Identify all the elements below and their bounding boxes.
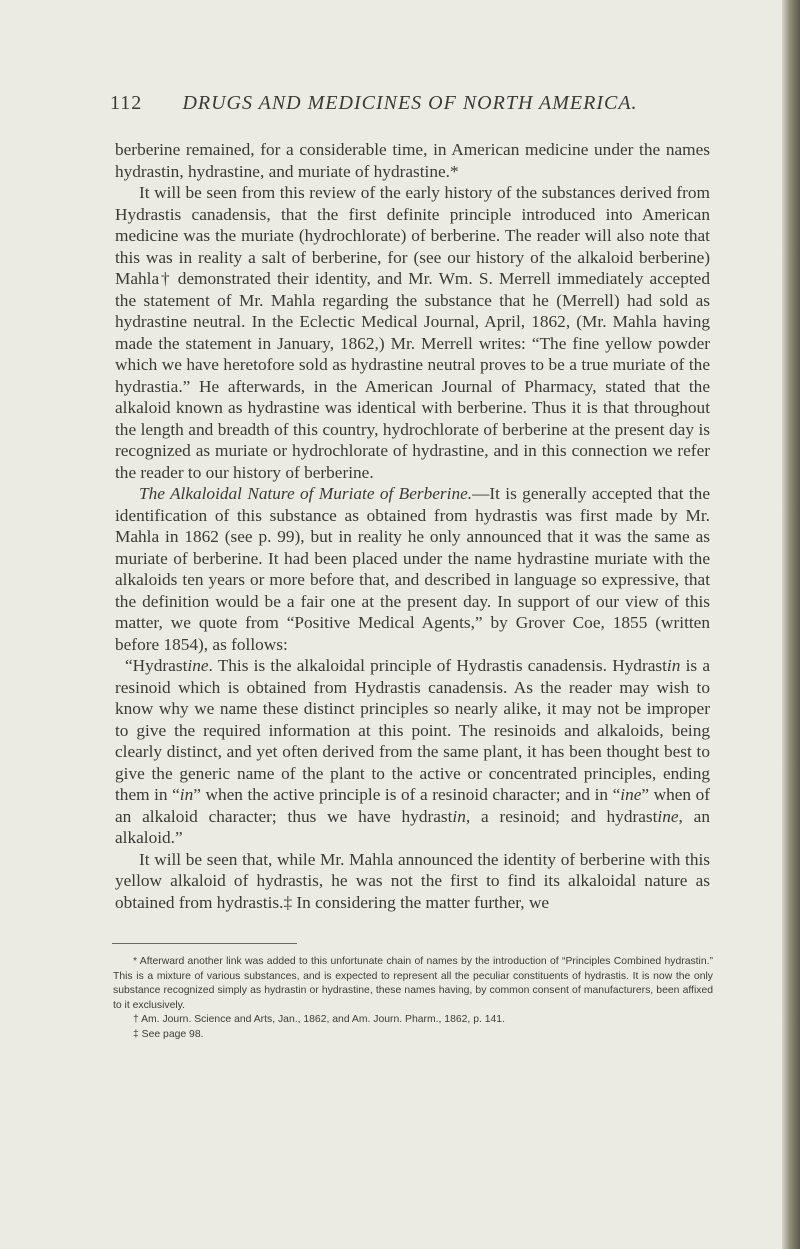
footnote-1: * Afterward another link was added to this unfortunate chain of names by the introduction of “Principles Combined hydrastin.” This is a mixture of various substances, and is expected to represent all the peculiar constituents of hydrastis. It is now the only substance recognized simply as hydrastin or hydrastine, these names having, by common consent of manufacturers, been affixed to it exclusively. [113, 956, 713, 1011]
section-text: —It is generally accepted that the identification of this substance as obtained from hydrastis was first made by Mr. Mahla in 1862 (see p. 99), but in reality he only announced that it was the same as muriate of berberine. It had been placed under the name hydrastine muriate with the alkaloids ten years or more before that, and described in language so expressive, that the definition would be a fair one at the present day. In support of our view of this matter, we quote from “Positive Medical Agents,” by Grover Coe, 1855 (written before 1854), as follows: [115, 484, 710, 654]
paragraph-conclusion: It will be seen that, while Mr. Mahla announced the identity of berberine with this yellow alkaloid of hydrastis, he was not the first to find its alkaloidal nature as obtained from hydrastis.‡ In considering the matter further, we [115, 849, 710, 912]
footnote-3: ‡ See page 98. [133, 1028, 204, 1040]
quote-text: ” when the active principle is of a resinoid character; and in “ [193, 785, 621, 804]
running-head: DRUGS AND MEDICINES OF NORTH AMERICA. [182, 92, 638, 114]
quote-text: “Hydrast [125, 656, 188, 675]
page-header [110, 92, 710, 122]
quote-text: . This is the alkaloidal principle of Hydrastis canadensis. Hydrast [208, 656, 667, 675]
section-heading: The Alkaloidal Nature of Muriate of Berberine. [139, 484, 473, 503]
footnote-rule [112, 943, 297, 944]
footnotes [113, 955, 713, 1043]
quote-emphasis: ine [187, 656, 209, 675]
quote-text: is a resinoid which is obtained from Hydrastis canadensis. As the reader may wish to know why we name these distinct principles so nearly alike, it may not be improper to give the required information at this point. The resinoids and alkaloids, being clearly distinct, and yet often derived from the same plant, it has been thought best to give the generic name of the plant to the active or concentrated principles, ending them in “ [115, 656, 710, 804]
quote-emphasis: in [179, 785, 194, 804]
body-text [115, 139, 710, 913]
paragraph-history-review: It will be seen from this review of the early history of the substances derived from Hydrastis canadensis, that the first definite principle introduced into American medicine was the muriate (hydrochlorate) of berberine. The reader will also note that this was in reality a salt of berberine, for (see our history of the alkaloid berberine) Mahla† demonstrated their identity, and Mr. Wm. S. Merrell immediately accepted the statement of Mr. Mahla regarding the substance that he (Merrell) had sold as hydrastine neutral. In the Eclectic Medical Journal, April, 1862, (Mr. Mahla having made the statement in January, 1862,) Mr. Merrell writes: “The fine yellow powder which we have heretofore sold as hydrastine neutral proves to be a true muriate of the hydrastia.” He afterwards, in the American Journal of Pharmacy, stated that the alkaloid known as hydrastine was identical with berberine. Thus it is that throughout the length and breadth of this country, hydrochlorate of berberine at the present day is recognized as muriate or hydrochlorate of hydrastine, and in this connection we refer the reader to our history of berberine. [115, 183, 710, 482]
quote-text: , an alkaloid.” [115, 806, 710, 847]
quote-emphasis: ine [620, 785, 642, 804]
footnote-2: † Am. Journ. Science and Arts, Jan., 1862, and Am. Journ. Pharm., 1862, p. 141. [133, 1014, 505, 1026]
page-edge-shadow [782, 0, 800, 1249]
quote-text: ” when of an alkaloid character; thus we have hydrast [115, 785, 711, 826]
quote-text: , a resinoid; and hydrast [465, 806, 658, 826]
paragraph-continued: berberine remained, for a considerable time, in American medicine under the names hydrastin, hydrastine, and muriate of hydrastine.* [115, 140, 710, 181]
quote-emphasis: ine [657, 806, 679, 826]
quote-emphasis: in [666, 656, 681, 675]
quote-emphasis: in [452, 806, 466, 826]
paragraph-quotation [115, 655, 710, 849]
page-number: 112 [110, 92, 143, 114]
paragraph-alkaloidal-nature [115, 483, 710, 655]
